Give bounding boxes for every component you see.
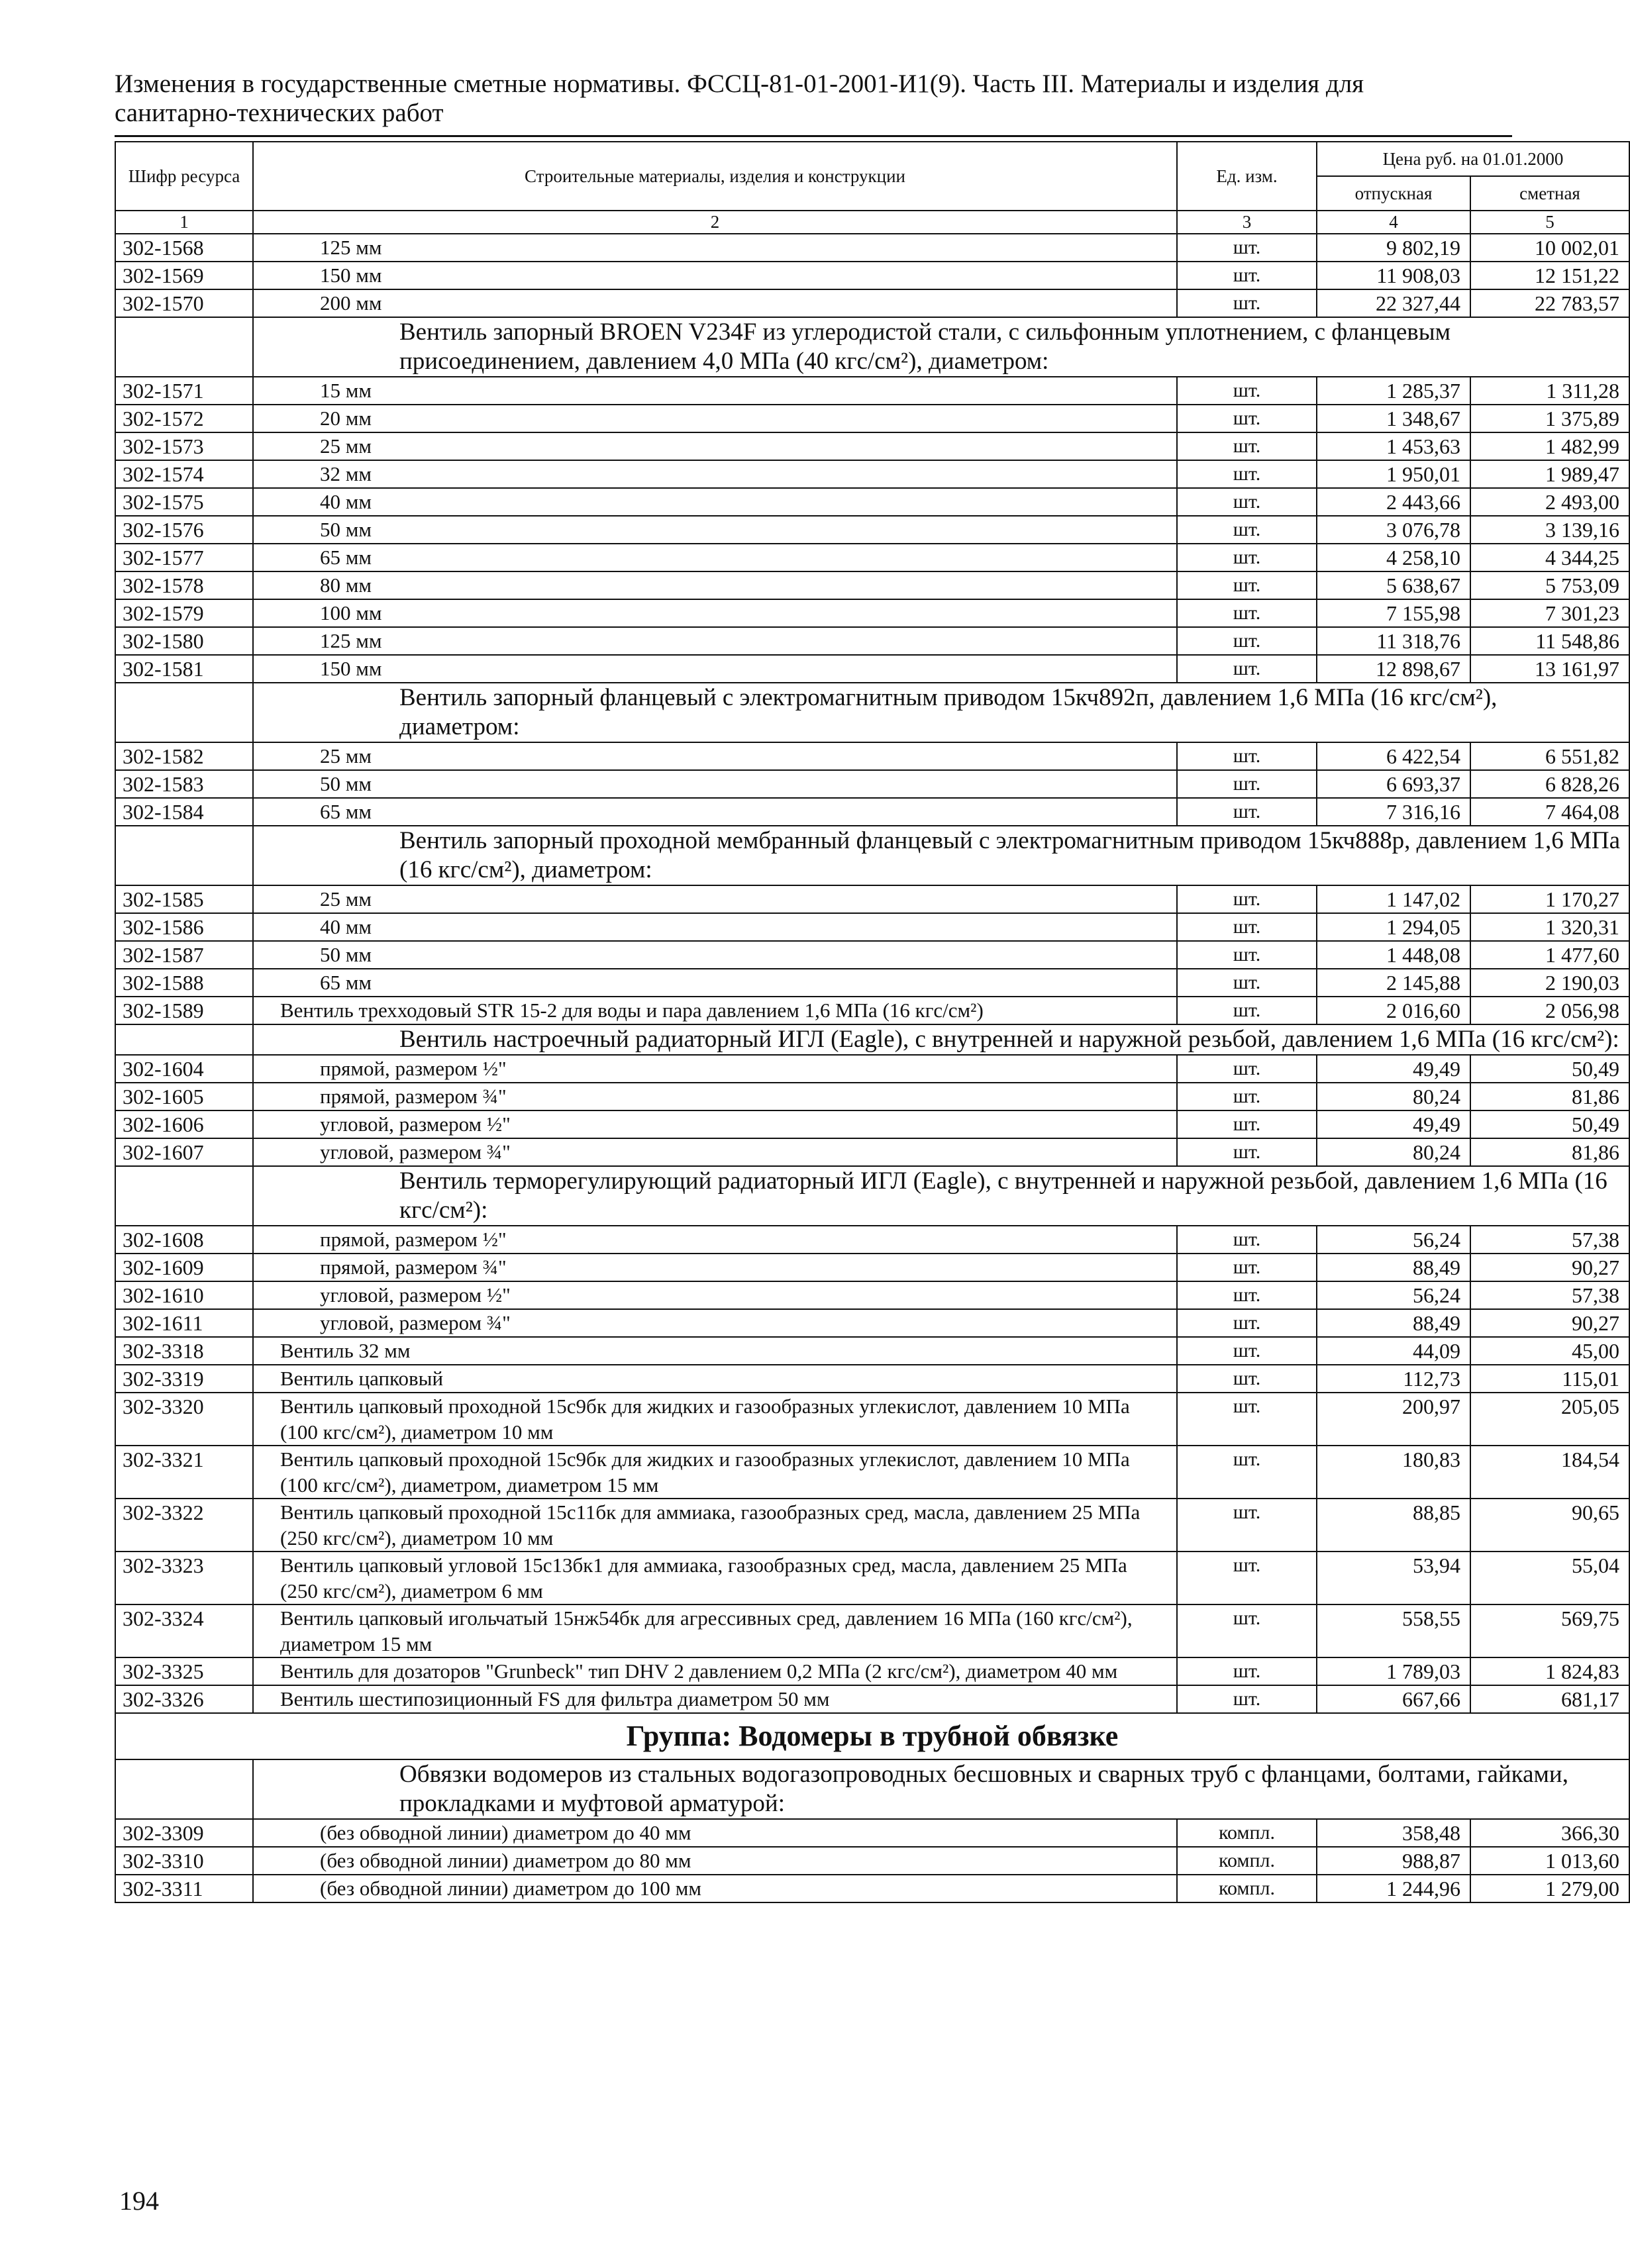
unit-of-measure: компл. — [1177, 1819, 1317, 1847]
release-price: 558,55 — [1317, 1604, 1470, 1657]
release-price: 4 258,10 — [1317, 544, 1470, 571]
estimate-price: 1 013,60 — [1470, 1847, 1629, 1875]
release-price: 1 453,63 — [1317, 432, 1470, 460]
estimate-price: 6 828,26 — [1470, 770, 1629, 798]
release-price: 988,87 — [1317, 1847, 1470, 1875]
unit-of-measure: шт. — [1177, 1393, 1317, 1446]
release-price: 12 898,67 — [1317, 655, 1470, 683]
header-release: отпускная — [1317, 176, 1470, 211]
material-name: 200 мм — [253, 289, 1177, 317]
unit-of-measure: шт. — [1177, 460, 1317, 488]
release-price: 3 076,78 — [1317, 516, 1470, 544]
resource-code: 302-1571 — [115, 377, 253, 405]
material-name: (без обводной линии) диаметром до 40 мм — [253, 1819, 1177, 1847]
material-name: 50 мм — [253, 770, 1177, 798]
table-row — [115, 627, 1629, 655]
table-row — [115, 742, 1629, 770]
material-name: 100 мм — [253, 599, 1177, 627]
material-name: 150 мм — [253, 655, 1177, 683]
unit-of-measure: шт. — [1177, 969, 1317, 997]
estimate-price: 57,38 — [1470, 1281, 1629, 1309]
resource-code: 302-1579 — [115, 599, 253, 627]
material-name: 65 мм — [253, 969, 1177, 997]
section-heading-code — [115, 826, 253, 885]
colnum-5: 5 — [1470, 211, 1629, 234]
table-row — [115, 1083, 1629, 1110]
section-heading-row — [115, 1024, 1629, 1055]
section-heading: Вентиль запорный BROEN V234F из углеродистой стали, с сильфонным уплотнением, с фланцевым присоединением, давлением 4,0 МПа (40 кгс/см²), диаметром: — [253, 317, 1629, 377]
material-name: 25 мм — [253, 742, 1177, 770]
material-name: 25 мм — [253, 432, 1177, 460]
release-price: 88,85 — [1317, 1499, 1470, 1552]
release-price: 1 789,03 — [1317, 1657, 1470, 1685]
estimate-price: 1 279,00 — [1470, 1875, 1629, 1902]
table-row — [115, 1337, 1629, 1365]
estimate-price: 115,01 — [1470, 1365, 1629, 1393]
release-price: 358,48 — [1317, 1819, 1470, 1847]
release-price: 1 244,96 — [1317, 1875, 1470, 1902]
table-row — [115, 1446, 1629, 1499]
estimate-price: 81,86 — [1470, 1083, 1629, 1110]
colnum-2: 2 — [253, 211, 1177, 234]
colnum-1: 1 — [115, 211, 253, 234]
header-code: Шифр ресурса — [115, 142, 253, 211]
price-table — [115, 141, 1630, 1903]
unit-of-measure: шт. — [1177, 377, 1317, 405]
material-name: 65 мм — [253, 798, 1177, 826]
unit-of-measure: шт. — [1177, 1446, 1317, 1499]
table-row — [115, 1847, 1629, 1875]
table-row — [115, 234, 1629, 262]
section-heading: Вентиль настроечный радиаторный ИГЛ (Eagle), с внутренней и наружной резьбой, давлением 1,6 МПа (16 кгс/см²): — [253, 1024, 1629, 1055]
section-heading: Вентиль запорный фланцевый с электромагнитным приводом 15кч892п, давлением 1,6 МПа (16 кгс/см²), диаметром: — [253, 683, 1629, 742]
estimate-price: 55,04 — [1470, 1552, 1629, 1604]
resource-code: 302-3321 — [115, 1446, 253, 1499]
unit-of-measure: шт. — [1177, 770, 1317, 798]
table-row — [115, 262, 1629, 289]
section-heading-code — [115, 317, 253, 377]
estimate-price: 366,30 — [1470, 1819, 1629, 1847]
resource-code: 302-1576 — [115, 516, 253, 544]
material-name: Вентиль цапковый проходной 15с9бк для жидких и газообразных углекислот, давлением 10 МПа (100 кгс/см²), диаметром 10 мм — [253, 1393, 1177, 1446]
estimate-price: 10 002,01 — [1470, 234, 1629, 262]
unit-of-measure: шт. — [1177, 1337, 1317, 1365]
table-row — [115, 1552, 1629, 1604]
material-name: 125 мм — [253, 234, 1177, 262]
page-number: 194 — [119, 2186, 159, 2216]
release-price: 1 285,37 — [1317, 377, 1470, 405]
section-heading-row — [115, 1166, 1629, 1226]
unit-of-measure: шт. — [1177, 655, 1317, 683]
material-name: Вентиль цапковый — [253, 1365, 1177, 1393]
release-price: 56,24 — [1317, 1226, 1470, 1254]
table-row — [115, 488, 1629, 516]
unit-of-measure: компл. — [1177, 1875, 1317, 1902]
unit-of-measure: шт. — [1177, 1499, 1317, 1552]
material-name: прямой, размером ½" — [253, 1226, 1177, 1254]
unit-of-measure: шт. — [1177, 432, 1317, 460]
resource-code: 302-3325 — [115, 1657, 253, 1685]
header-line-1: Изменения в государственные сметные нормативы. ФССЦ-81-01-2001-И1(9). Часть III. Материалы и изделия для — [115, 70, 1364, 98]
material-name: Вентиль трехходовый STR 15-2 для воды и пара давлением 1,6 МПа (16 кгс/см²) — [253, 997, 1177, 1024]
estimate-price: 5 753,09 — [1470, 571, 1629, 599]
unit-of-measure: шт. — [1177, 1083, 1317, 1110]
estimate-price: 13 161,97 — [1470, 655, 1629, 683]
resource-code: 302-1588 — [115, 969, 253, 997]
resource-code: 302-3310 — [115, 1847, 253, 1875]
estimate-price: 81,86 — [1470, 1138, 1629, 1166]
resource-code: 302-3320 — [115, 1393, 253, 1446]
release-price: 88,49 — [1317, 1309, 1470, 1337]
material-name: Вентиль цапковый угловой 15с13бк1 для аммиака, газообразных сред, масла, давлением 25 МПа (250 кгс/см²), диаметром 6 мм — [253, 1552, 1177, 1604]
table-row — [115, 1055, 1629, 1083]
unit-of-measure: шт. — [1177, 1552, 1317, 1604]
section-heading: Вентиль терморегулирующий радиаторный ИГЛ (Eagle), с внутренней и наружной резьбой, давлением 1,6 МПа (16 кгс/см²): — [253, 1166, 1629, 1226]
table-row — [115, 377, 1629, 405]
unit-of-measure: шт. — [1177, 1281, 1317, 1309]
table-header — [115, 142, 1629, 234]
release-price: 2 443,66 — [1317, 488, 1470, 516]
resource-code: 302-1604 — [115, 1055, 253, 1083]
table-row — [115, 1226, 1629, 1254]
resource-code: 302-1611 — [115, 1309, 253, 1337]
resource-code: 302-1575 — [115, 488, 253, 516]
unit-of-measure: шт. — [1177, 1110, 1317, 1138]
material-name: 20 мм — [253, 405, 1177, 432]
section-heading: Вентиль запорный проходной мембранный фланцевый с электромагнитным приводом 15кч888р, давлением 1,6 МПа (16 кгс/см²), диаметром: — [253, 826, 1629, 885]
estimate-price: 1 824,83 — [1470, 1657, 1629, 1685]
unit-of-measure: шт. — [1177, 1055, 1317, 1083]
material-name: 80 мм — [253, 571, 1177, 599]
unit-of-measure: шт. — [1177, 599, 1317, 627]
table-row — [115, 516, 1629, 544]
resource-code: 302-1589 — [115, 997, 253, 1024]
estimate-price: 1 482,99 — [1470, 432, 1629, 460]
release-price: 667,66 — [1317, 1685, 1470, 1713]
unit-of-measure: шт. — [1177, 1254, 1317, 1281]
unit-of-measure: шт. — [1177, 1138, 1317, 1166]
estimate-price: 1 320,31 — [1470, 913, 1629, 941]
material-name: угловой, размером ½" — [253, 1110, 1177, 1138]
resource-code: 302-1572 — [115, 405, 253, 432]
table-row — [115, 405, 1629, 432]
estimate-price: 90,65 — [1470, 1499, 1629, 1552]
resource-code: 302-1584 — [115, 798, 253, 826]
release-price: 80,24 — [1317, 1138, 1470, 1166]
unit-of-measure: шт. — [1177, 941, 1317, 969]
material-name: прямой, размером ¾" — [253, 1254, 1177, 1281]
material-name: 150 мм — [253, 262, 1177, 289]
table-row — [115, 655, 1629, 683]
table-row — [115, 913, 1629, 941]
material-name: 50 мм — [253, 516, 1177, 544]
resource-code: 302-1568 — [115, 234, 253, 262]
unit-of-measure: шт. — [1177, 913, 1317, 941]
release-price: 11 318,76 — [1317, 627, 1470, 655]
material-name: (без обводной линии) диаметром до 100 мм — [253, 1875, 1177, 1902]
estimate-price: 57,38 — [1470, 1226, 1629, 1254]
material-name: 40 мм — [253, 913, 1177, 941]
material-name: 125 мм — [253, 627, 1177, 655]
table-row — [115, 1281, 1629, 1309]
unit-of-measure: шт. — [1177, 798, 1317, 826]
estimate-price: 12 151,22 — [1470, 262, 1629, 289]
estimate-price: 1 311,28 — [1470, 377, 1629, 405]
estimate-price: 2 190,03 — [1470, 969, 1629, 997]
resource-code: 302-3319 — [115, 1365, 253, 1393]
section-heading-row — [115, 1759, 1629, 1819]
resource-code: 302-3324 — [115, 1604, 253, 1657]
material-name: Вентиль для дозаторов "Grunbeck" тип DHV 2 давлением 0,2 МПа (2 кгс/см²), диаметром 40 мм — [253, 1657, 1177, 1685]
table-row — [115, 969, 1629, 997]
release-price: 7 316,16 — [1317, 798, 1470, 826]
material-name: Вентиль цапковый игольчатый 15нж54бк для агрессивных сред, давлением 16 МПа (160 кгс/см²), диаметром 15 мм — [253, 1604, 1177, 1657]
resource-code: 302-1609 — [115, 1254, 253, 1281]
material-name: 15 мм — [253, 377, 1177, 405]
material-name: Вентиль цапковый проходной 15с11бк для аммиака, газообразных сред, масла, давлением 25 МПа (250 кгс/см²), диаметром 10 мм — [253, 1499, 1177, 1552]
material-name: 50 мм — [253, 941, 1177, 969]
estimate-price: 2 056,98 — [1470, 997, 1629, 1024]
table-row — [115, 1875, 1629, 1902]
estimate-price: 22 783,57 — [1470, 289, 1629, 317]
unit-of-measure: шт. — [1177, 997, 1317, 1024]
resource-code: 302-3311 — [115, 1875, 253, 1902]
table-row — [115, 1254, 1629, 1281]
table-row — [115, 1657, 1629, 1685]
table-row — [115, 798, 1629, 826]
unit-of-measure: шт. — [1177, 627, 1317, 655]
release-price: 2 145,88 — [1317, 969, 1470, 997]
header-line-2: санитарно-технических работ — [115, 99, 444, 127]
estimate-price: 6 551,82 — [1470, 742, 1629, 770]
resource-code: 302-1573 — [115, 432, 253, 460]
release-price: 49,49 — [1317, 1055, 1470, 1083]
resource-code: 302-1574 — [115, 460, 253, 488]
release-price: 2 016,60 — [1317, 997, 1470, 1024]
header-price: Цена руб. на 01.01.2000 — [1317, 142, 1629, 176]
colnum-3: 3 — [1177, 211, 1317, 234]
unit-of-measure: шт. — [1177, 488, 1317, 516]
unit-of-measure: шт. — [1177, 1657, 1317, 1685]
table-row — [115, 997, 1629, 1024]
estimate-price: 50,49 — [1470, 1110, 1629, 1138]
material-name: Вентиль шестипозиционный FS для фильтра диаметром 50 мм — [253, 1685, 1177, 1713]
resource-code: 302-3309 — [115, 1819, 253, 1847]
resource-code: 302-1585 — [115, 885, 253, 913]
resource-code: 302-1569 — [115, 262, 253, 289]
resource-code: 302-1607 — [115, 1138, 253, 1166]
resource-code: 302-1605 — [115, 1083, 253, 1110]
table-row — [115, 544, 1629, 571]
release-price: 6 422,54 — [1317, 742, 1470, 770]
table-row — [115, 1819, 1629, 1847]
release-price: 56,24 — [1317, 1281, 1470, 1309]
estimate-price: 1 170,27 — [1470, 885, 1629, 913]
release-price: 11 908,03 — [1317, 262, 1470, 289]
material-name: угловой, размером ¾" — [253, 1309, 1177, 1337]
resource-code: 302-1577 — [115, 544, 253, 571]
section-heading-row — [115, 826, 1629, 885]
release-price: 1 294,05 — [1317, 913, 1470, 941]
material-name: (без обводной линии) диаметром до 80 мм — [253, 1847, 1177, 1875]
unit-of-measure: шт. — [1177, 742, 1317, 770]
estimate-price: 1 375,89 — [1470, 405, 1629, 432]
table-row — [115, 1365, 1629, 1393]
estimate-price: 90,27 — [1470, 1309, 1629, 1337]
group-title-row — [115, 1713, 1629, 1759]
header-estimate: сметная — [1470, 176, 1629, 211]
estimate-price: 1 989,47 — [1470, 460, 1629, 488]
estimate-price: 45,00 — [1470, 1337, 1629, 1365]
resource-code: 302-1583 — [115, 770, 253, 798]
estimate-price: 569,75 — [1470, 1604, 1629, 1657]
material-name: 65 мм — [253, 544, 1177, 571]
estimate-price: 1 477,60 — [1470, 941, 1629, 969]
resource-code: 302-1580 — [115, 627, 253, 655]
unit-of-measure: шт. — [1177, 1685, 1317, 1713]
table-row — [115, 571, 1629, 599]
resource-code: 302-3323 — [115, 1552, 253, 1604]
unit-of-measure: шт. — [1177, 262, 1317, 289]
resource-code: 302-1606 — [115, 1110, 253, 1138]
table-row — [115, 1309, 1629, 1337]
release-price: 44,09 — [1317, 1337, 1470, 1365]
unit-of-measure: шт. — [1177, 885, 1317, 913]
release-price: 7 155,98 — [1317, 599, 1470, 627]
unit-of-measure: шт. — [1177, 1226, 1317, 1254]
resource-code: 302-3318 — [115, 1337, 253, 1365]
material-name: 25 мм — [253, 885, 1177, 913]
release-price: 9 802,19 — [1317, 234, 1470, 262]
table-body — [115, 234, 1629, 1902]
resource-code: 302-1587 — [115, 941, 253, 969]
release-price: 1 348,67 — [1317, 405, 1470, 432]
unit-of-measure: шт. — [1177, 405, 1317, 432]
release-price: 49,49 — [1317, 1110, 1470, 1138]
release-price: 1 950,01 — [1317, 460, 1470, 488]
resource-code: 302-1582 — [115, 742, 253, 770]
column-numbers — [115, 211, 1629, 234]
table-row — [115, 289, 1629, 317]
material-name: угловой, размером ¾" — [253, 1138, 1177, 1166]
resource-code: 302-1610 — [115, 1281, 253, 1309]
release-price: 80,24 — [1317, 1083, 1470, 1110]
estimate-price: 681,17 — [1470, 1685, 1629, 1713]
resource-code: 302-1578 — [115, 571, 253, 599]
material-name: 40 мм — [253, 488, 1177, 516]
estimate-price: 90,27 — [1470, 1254, 1629, 1281]
section-heading-code — [115, 1759, 253, 1819]
resource-code: 302-3322 — [115, 1499, 253, 1552]
table-row — [115, 460, 1629, 488]
resource-code: 302-3326 — [115, 1685, 253, 1713]
unit-of-measure: компл. — [1177, 1847, 1317, 1875]
table-row — [115, 1499, 1629, 1552]
estimate-price: 205,05 — [1470, 1393, 1629, 1446]
release-price: 1 147,02 — [1317, 885, 1470, 913]
release-price: 5 638,67 — [1317, 571, 1470, 599]
resource-code: 302-1570 — [115, 289, 253, 317]
section-heading-code — [115, 1166, 253, 1226]
table-row — [115, 1604, 1629, 1657]
table-row — [115, 941, 1629, 969]
table-row — [115, 1138, 1629, 1166]
material-name: прямой, размером ¾" — [253, 1083, 1177, 1110]
section-heading-row — [115, 317, 1629, 377]
estimate-price: 3 139,16 — [1470, 516, 1629, 544]
estimate-price: 7 464,08 — [1470, 798, 1629, 826]
unit-of-measure: шт. — [1177, 1604, 1317, 1657]
table-row — [115, 1110, 1629, 1138]
header-rule — [115, 135, 1512, 137]
page-header — [115, 70, 1512, 128]
table-row — [115, 1393, 1629, 1446]
table-row — [115, 599, 1629, 627]
header-unit: Ед. изм. — [1177, 142, 1317, 211]
table-row — [115, 432, 1629, 460]
material-name: Вентиль цапковый проходной 15с9бк для жидких и газообразных углекислот, давлением 10 МПа (100 кгс/см²), диаметром, диаметром 15 мм — [253, 1446, 1177, 1499]
estimate-price: 7 301,23 — [1470, 599, 1629, 627]
release-price: 112,73 — [1317, 1365, 1470, 1393]
unit-of-measure: шт. — [1177, 516, 1317, 544]
material-name: Вентиль 32 мм — [253, 1337, 1177, 1365]
release-price: 53,94 — [1317, 1552, 1470, 1604]
material-name: прямой, размером ½" — [253, 1055, 1177, 1083]
resource-code: 302-1586 — [115, 913, 253, 941]
unit-of-measure: шт. — [1177, 1365, 1317, 1393]
release-price: 180,83 — [1317, 1446, 1470, 1499]
estimate-price: 11 548,86 — [1470, 627, 1629, 655]
release-price: 6 693,37 — [1317, 770, 1470, 798]
group-title: Группа: Водомеры в трубной обвязке — [115, 1713, 1629, 1759]
table-row — [115, 885, 1629, 913]
estimate-price: 184,54 — [1470, 1446, 1629, 1499]
table-row — [115, 1685, 1629, 1713]
colnum-4: 4 — [1317, 211, 1470, 234]
unit-of-measure: шт. — [1177, 544, 1317, 571]
unit-of-measure: шт. — [1177, 1309, 1317, 1337]
resource-code: 302-1608 — [115, 1226, 253, 1254]
estimate-price: 50,49 — [1470, 1055, 1629, 1083]
table-row — [115, 770, 1629, 798]
unit-of-measure: шт. — [1177, 234, 1317, 262]
section-heading-row — [115, 683, 1629, 742]
release-price: 200,97 — [1317, 1393, 1470, 1446]
material-name: 32 мм — [253, 460, 1177, 488]
estimate-price: 4 344,25 — [1470, 544, 1629, 571]
section-heading-code — [115, 1024, 253, 1055]
section-heading: Обвязки водомеров из стальных водогазопроводных бесшовных и сварных труб с фланцами, болтами, гайками, прокладками и муфтовой арматурой: — [253, 1759, 1629, 1819]
estimate-price: 2 493,00 — [1470, 488, 1629, 516]
section-heading-code — [115, 683, 253, 742]
release-price: 88,49 — [1317, 1254, 1470, 1281]
unit-of-measure: шт. — [1177, 571, 1317, 599]
header-name: Строительные материалы, изделия и конструкции — [253, 142, 1177, 211]
resource-code: 302-1581 — [115, 655, 253, 683]
release-price: 1 448,08 — [1317, 941, 1470, 969]
unit-of-measure: шт. — [1177, 289, 1317, 317]
release-price: 22 327,44 — [1317, 289, 1470, 317]
material-name: угловой, размером ½" — [253, 1281, 1177, 1309]
